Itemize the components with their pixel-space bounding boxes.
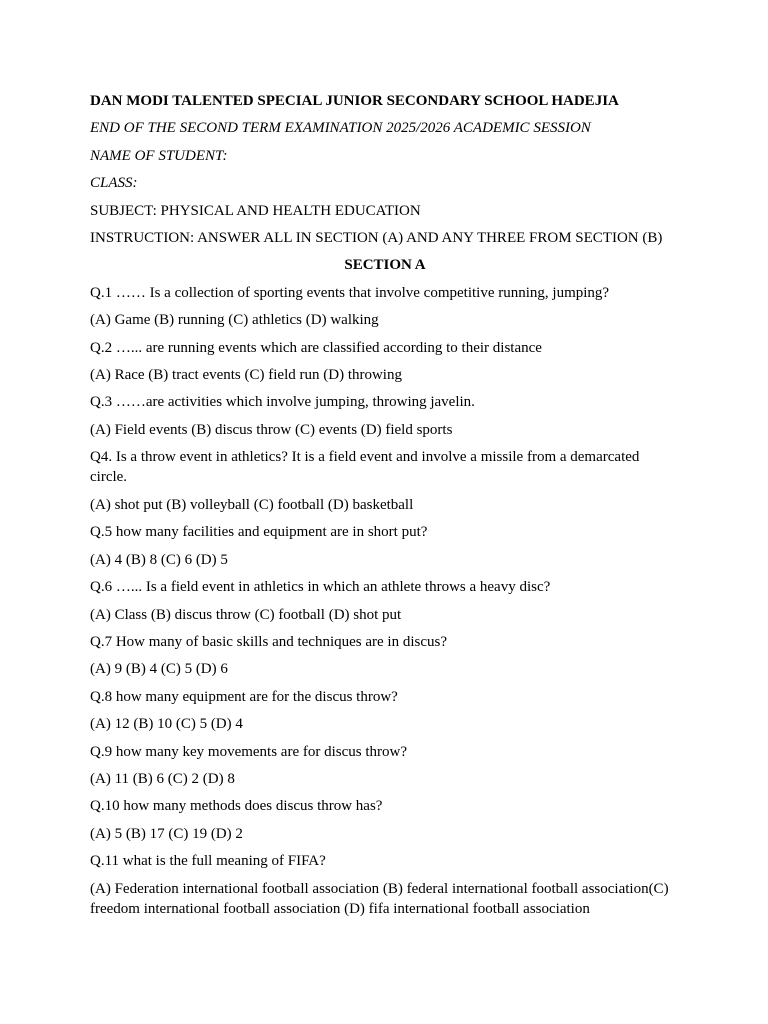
question-7: Q.7 How many of basic skills and techniques are in discus? <box>90 634 448 651</box>
question-1: Q.1 …… Is a collection of sporting events that involve competitive running, jumping? <box>90 284 610 301</box>
question-10: Q.10 how many methods does discus throw has? <box>90 798 383 815</box>
question-11-options: (A) Federation international football association (B) federal international football association(C) freedom international football association (D) fifa international football association <box>90 880 669 917</box>
question-1-options: (A) Game (B) running (C) athletics (D) walking <box>90 312 379 329</box>
question-4-options: (A) shot put (B) volleyball (C) football (D) basketball <box>90 497 414 514</box>
question-3: Q.3 ……are activities which involve jumping, throwing javelin. <box>90 394 475 411</box>
section-title: SECTION A <box>344 257 426 274</box>
exam-document <box>90 91 680 926</box>
question-5-options: (A) 4 (B) 8 (C) 6 (D) 5 <box>90 551 228 568</box>
question-7-options: (A) 9 (B) 4 (C) 5 (D) 6 <box>90 661 228 678</box>
subject-line: SUBJECT: PHYSICAL AND HEALTH EDUCATION <box>90 202 421 219</box>
school-name: DAN MODI TALENTED SPECIAL JUNIOR SECONDARY SCHOOL HADEJIA <box>90 93 619 109</box>
question-5: Q.5 how many facilities and equipment are in short put? <box>90 524 428 541</box>
question-10-options: (A) 5 (B) 17 (C) 19 (D) 2 <box>90 825 243 842</box>
question-9: Q.9 how many key movements are for discus throw? <box>90 743 408 760</box>
class-label: CLASS: <box>90 175 138 192</box>
question-11: Q.11 what is the full meaning of FIFA? <box>90 853 326 870</box>
question-3-options: (A) Field events (B) discus throw (C) events (D) field sports <box>90 421 453 438</box>
question-9-options: (A) 11 (B) 6 (C) 2 (D) 8 <box>90 770 235 787</box>
instruction-line: INSTRUCTION: ANSWER ALL IN SECTION (A) AND ANY THREE FROM SECTION (B) <box>90 229 663 246</box>
question-8: Q.8 how many equipment are for the discus throw? <box>90 688 398 705</box>
student-name-label: NAME OF STUDENT: <box>90 147 228 164</box>
question-2-options: (A) Race (B) tract events (C) field run (D) throwing <box>90 366 402 383</box>
exam-title: END OF THE SECOND TERM EXAMINATION 2025/2026 ACADEMIC SESSION <box>90 120 591 137</box>
question-6: Q.6 …... Is a field event in athletics in which an athlete throws a heavy disc? <box>90 579 551 596</box>
question-6-options: (A) Class (B) discus throw (C) football (D) shot put <box>90 606 402 623</box>
question-4: Q4. Is a throw event in athletics? It is a field event and involve a missile from a demarcated circle. <box>90 449 640 486</box>
question-8-options: (A) 12 (B) 10 (C) 5 (D) 4 <box>90 716 243 733</box>
question-2: Q.2 …... are running events which are classified according to their distance <box>90 339 542 356</box>
